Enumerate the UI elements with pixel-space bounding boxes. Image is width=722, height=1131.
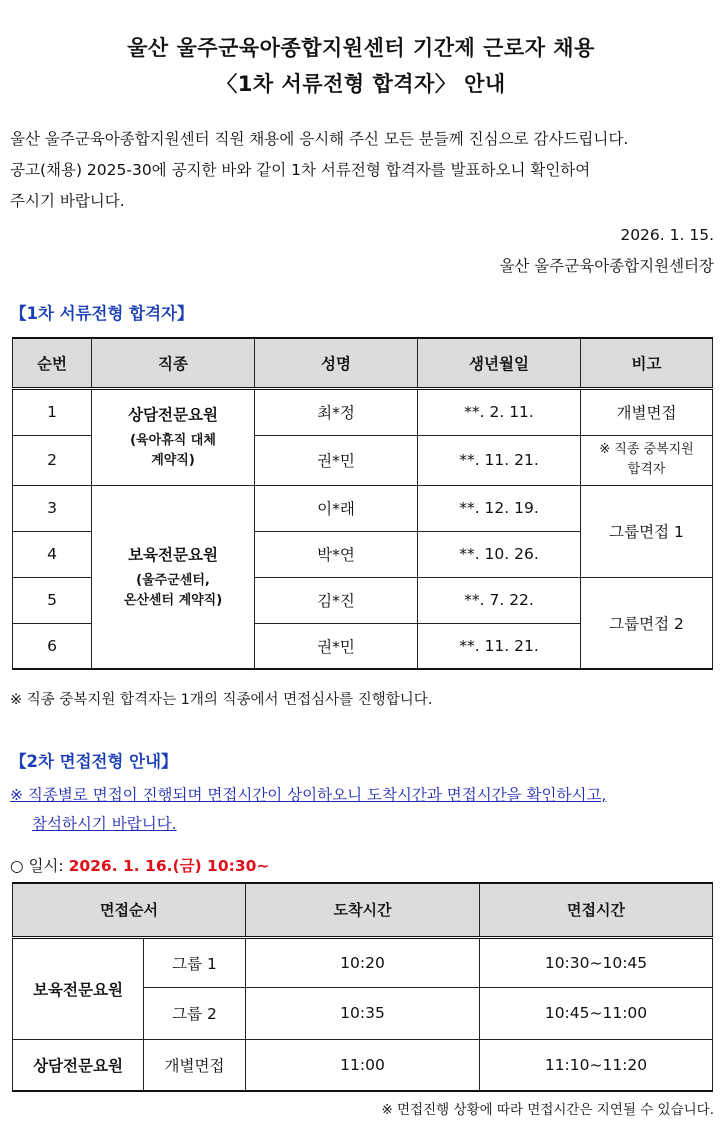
arrival-time: 11:00 — [246, 1039, 480, 1091]
applicant-name: 김*진 — [255, 577, 418, 623]
column-header: 면접시간 — [480, 883, 713, 937]
table-row — [13, 388, 713, 435]
duplicate-applicant-note: ※ 직종 중복지원 합격자는 1개의 직종에서 면접심사를 진행합니다. — [10, 692, 433, 708]
delay-note: ※ 면접진행 상황에 따라 면접시간은 지연될 수 있습니다. — [381, 1102, 714, 1118]
row-number: 3 — [13, 485, 92, 531]
column-header: 도착시간 — [246, 883, 480, 937]
intro-line: 울산 울주군육아종합지원센터 직원 채용에 응시해 주신 모든 분들께 진심으로 감사드립니다. — [10, 130, 629, 148]
intro-line: 공고(채용) 2025-30에 공지한 바와 같이 1차 서류전형 합격자를 발표하오니 확인하여 — [10, 161, 591, 179]
section-heading-document-screening: 【1차 서류전형 합격자】 — [10, 304, 194, 323]
interview-time: 10:45~11:00 — [480, 987, 713, 1039]
remark: 개별면접 — [581, 388, 713, 435]
job-subtitle: (육아휴직 대체 계약직) — [130, 433, 216, 468]
birth-date: **. 2. 11. — [418, 388, 581, 435]
table-header-row — [13, 883, 713, 937]
remark: 그룹면접 2 — [581, 577, 713, 669]
announcement-date: 2026. 1. 15. — [620, 226, 714, 244]
datetime-value: 2026. 1. 16.(금) 10:30~ — [68, 857, 270, 875]
interview-datetime — [10, 854, 269, 876]
job-type: 보육전문요원 — [13, 937, 144, 1039]
organization-name: 울산 울주군육아종합지원센터장 — [499, 257, 714, 275]
arrival-time: 10:35 — [246, 987, 480, 1039]
row-number: 4 — [13, 531, 92, 577]
column-header: 성명 — [255, 338, 418, 388]
row-number: 1 — [13, 388, 92, 435]
table-header-row — [13, 338, 713, 388]
interview-notice — [10, 781, 720, 839]
column-header: 직종 — [92, 338, 255, 388]
job-subtitle: (울주군센터, 온산센터 계약직) — [123, 572, 223, 608]
applicant-name: 박*연 — [255, 531, 418, 577]
intro-line: 주시기 바랍니다. — [10, 192, 125, 210]
notice-line: ※ 직종별로 면접이 진행되며 면접시간이 상이하오니 도착시간과 면접시간을 확인하시고, — [10, 786, 607, 804]
job-type-counselor — [92, 388, 255, 485]
notice-line: 참석하시기 바랍니다. — [32, 815, 177, 833]
page-subtitle: 〈1차 서류전형 합격자〉 안내 — [216, 72, 506, 96]
page-title: 울산 울주군육아종합지원센터 기간제 근로자 채용 — [127, 36, 595, 60]
interview-time: 11:10~11:20 — [480, 1039, 713, 1091]
row-number: 6 — [13, 623, 92, 669]
birth-date: **. 12. 19. — [418, 485, 581, 531]
applicant-name: 최*정 — [255, 388, 418, 435]
table-row — [13, 1039, 713, 1091]
row-number: 2 — [13, 435, 92, 485]
birth-date: **. 11. 21. — [418, 435, 581, 485]
birth-date: **. 11. 21. — [418, 623, 581, 669]
remark: ※ 직종 중복지원 합격자 — [581, 435, 713, 485]
datetime-label: ○ 일시: — [10, 857, 69, 875]
table-row — [13, 937, 713, 987]
interview-group: 개별면접 — [144, 1039, 246, 1091]
row-number: 5 — [13, 577, 92, 623]
applicant-name: 권*민 — [255, 435, 418, 485]
remark: 그룹면접 1 — [581, 485, 713, 577]
arrival-time: 10:20 — [246, 937, 480, 987]
birth-date: **. 7. 22. — [418, 577, 581, 623]
section-heading-interview: 【2차 면접전형 안내】 — [10, 752, 178, 771]
intro-paragraph — [10, 124, 714, 217]
applicant-name: 권*민 — [255, 623, 418, 669]
table-row — [13, 485, 713, 531]
job-type: 상담전문요원 — [13, 1039, 144, 1091]
job-title: 상담전문요원 — [128, 406, 218, 424]
column-header: 순번 — [13, 338, 92, 388]
column-header: 비고 — [581, 338, 713, 388]
column-header: 면접순서 — [13, 883, 246, 937]
interview-time: 10:30~10:45 — [480, 937, 713, 987]
interview-group: 그룹 1 — [144, 937, 246, 987]
job-title: 보육전문요원 — [128, 545, 218, 564]
job-type-childcare — [92, 485, 255, 669]
document-screening-table — [12, 337, 713, 670]
birth-date: **. 10. 26. — [418, 531, 581, 577]
interview-schedule-table — [12, 882, 713, 1092]
column-header: 생년월일 — [418, 338, 581, 388]
interview-group: 그룹 2 — [144, 987, 246, 1039]
applicant-name: 이*래 — [255, 485, 418, 531]
